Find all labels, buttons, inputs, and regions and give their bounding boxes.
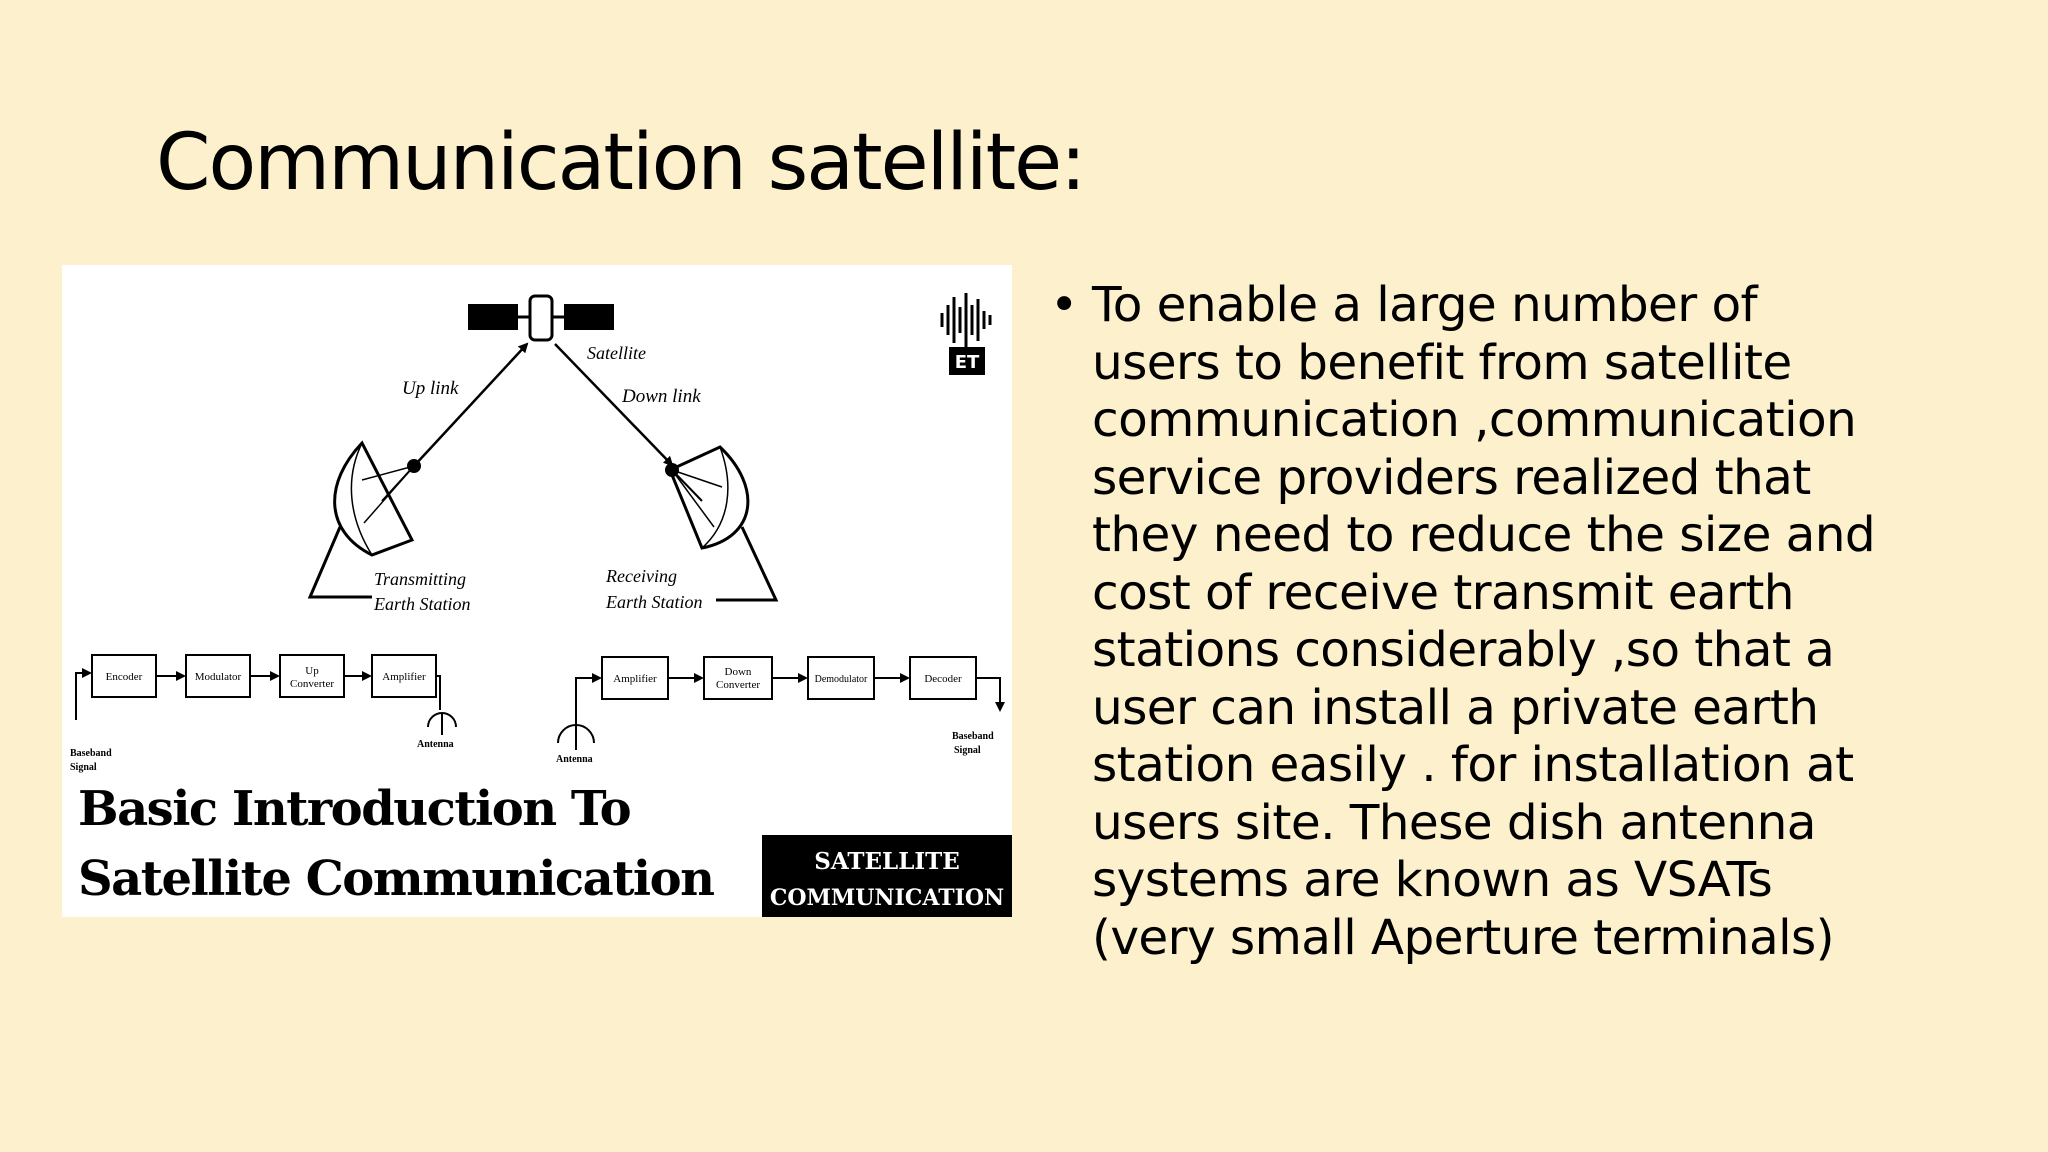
figure-heading-line2: Satellite Communication [78, 851, 714, 907]
bullet-text-line: they need to reduce the size and [1092, 507, 1876, 563]
tx-block-label: Up [305, 665, 319, 677]
bullet-text-line: users site. These dish antenna [1092, 794, 1816, 851]
rx-baseband-label-line1: Baseband [952, 731, 994, 742]
rx-block-label: Demodulator [814, 674, 868, 685]
tx-baseband-label-line1: Baseband [70, 748, 112, 759]
badge-line2: COMMUNICATION [769, 885, 1005, 911]
downlink-label: Down link [622, 386, 701, 407]
receiving-dish-icon [665, 447, 776, 600]
tx-block-label: Encoder [105, 671, 143, 683]
satellite-label: Satellite [587, 343, 646, 363]
rx-block-label: Down [724, 666, 752, 678]
tx-station-label-line2: Earth Station [374, 594, 471, 614]
satellite-icon [468, 296, 614, 340]
svg-text:ET: ET [954, 352, 980, 373]
tx-antenna-label: Antenna [417, 739, 454, 750]
rx-block-label: Converter [716, 679, 760, 691]
transmit-chain [76, 655, 456, 735]
bullet-list [1050, 277, 2010, 967]
rx-station-label-line1: Receiving [606, 566, 677, 586]
badge-line1: SATELLITE [814, 848, 960, 875]
down-converter-block [704, 657, 772, 699]
bullet-text-line: (very small Aperture terminals) [1092, 909, 1834, 966]
et-logo-icon [942, 293, 990, 375]
uplink-arrow [414, 344, 527, 466]
rx-baseband-label-line2: Signal [954, 745, 981, 756]
rx-block-label: Amplifier [613, 673, 657, 685]
bullet-text-line: systems are known as VSATs [1092, 852, 1773, 908]
uplink-label: Up link [402, 378, 459, 399]
bullet-marker: • [1050, 277, 1078, 333]
tx-block-label: Converter [290, 678, 334, 690]
satellite-diagram [62, 265, 1012, 917]
rx-station-label-line2: Earth Station [606, 592, 703, 612]
figure-heading-line1: Basic Introduction To [78, 781, 631, 837]
rx-block-label: Decoder [924, 673, 962, 685]
bullet-text-line: station easily . for installation at [1092, 737, 1854, 793]
receive-chain [558, 657, 1000, 750]
tx-baseband-label-line2: Signal [70, 762, 97, 773]
tx-station-label-line1: Transmitting [374, 569, 467, 589]
slide-title: Communication satellite: [156, 118, 1085, 208]
bullet-text-line: communication ,communication [1092, 392, 1857, 448]
tx-block-label: Amplifier [382, 671, 426, 683]
rx-antenna-label: Antenna [556, 754, 593, 765]
bullet-text [1092, 277, 2010, 967]
bullet-text-line: cost of receive transmit earth [1092, 564, 1794, 621]
bullet-text-line: stations considerably ,so that a [1092, 622, 1835, 678]
bullet-text-line: users to benefit from satellite [1092, 334, 1792, 391]
tx-block-label: Modulator [194, 671, 242, 683]
bullet-text-line: user can install a private earth [1092, 679, 1819, 736]
bullet-text-line: service providers realized that [1092, 449, 1811, 506]
bullet-item [1050, 277, 2010, 967]
bullet-text-line: To enable a large number of [1092, 277, 1758, 333]
satellite-diagram-figure [62, 265, 1012, 917]
